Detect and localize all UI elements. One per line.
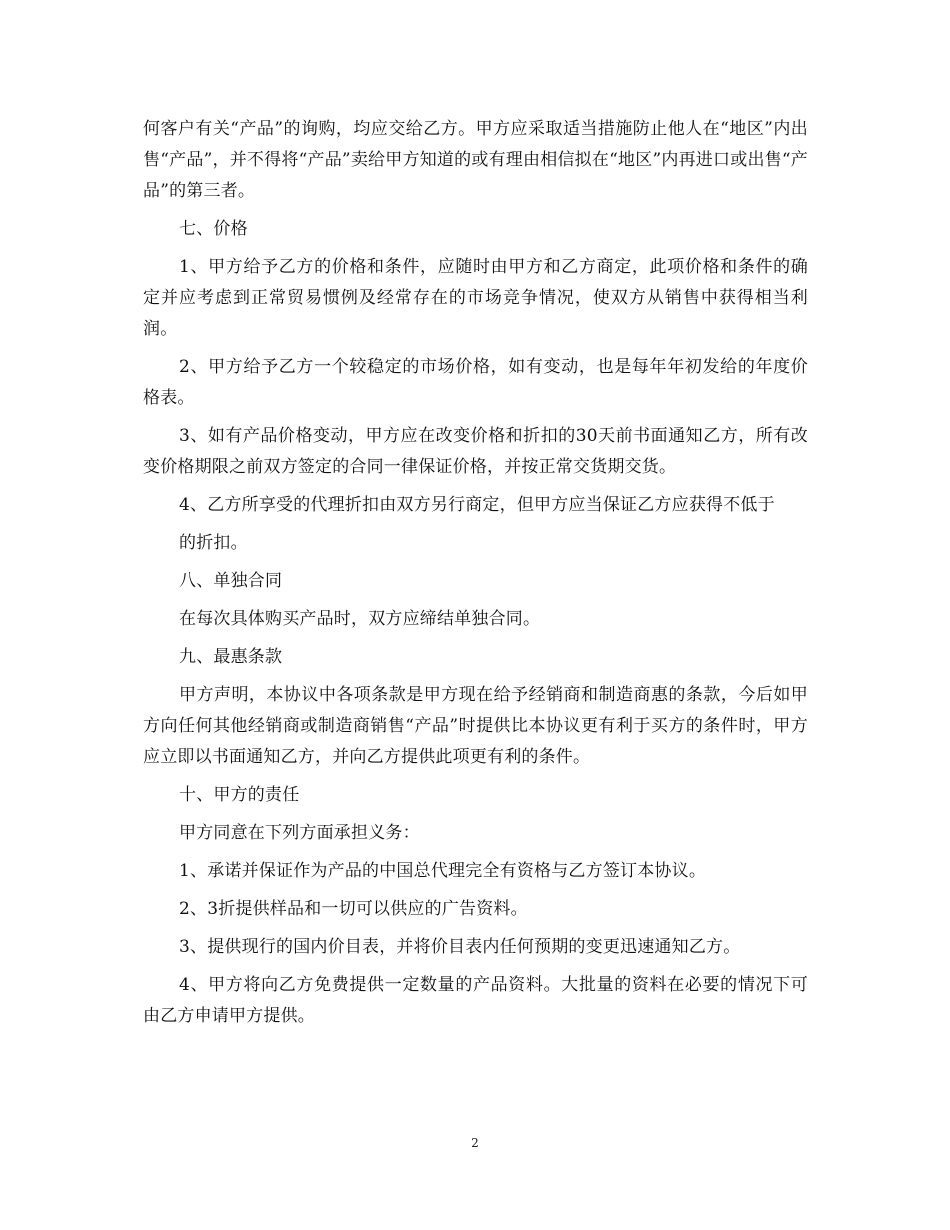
paragraph-price-4: 4、乙方所享受的代理折扣由双方另行商定，但甲方应当保证乙方应获得不低于 — [179, 495, 775, 515]
section-heading-mfn: 九、最惠条款 — [179, 647, 283, 667]
paragraph-price-1: 1、甲方给予乙方的价格和条件，应随时由甲方和乙方商定，此项价格和条件的确定并应考虑到正常贸易惯例及经常存在的市场竞争情况，使双方从销售中获得相当利润。 — [143, 257, 808, 339]
section-heading-obligations: 十、甲方的责任 — [179, 785, 300, 805]
paragraph-continuation: 何客户有关“产品”的询购，均应交给乙方。甲方应采取适当措施防止他人在“地区”内出售“产品”，并不得将“产品”卖给甲方知道的或有理由相信拟在“地区”内再进口或出售“产品”的第三者。 — [143, 119, 808, 201]
paragraph-price-4-cont: 的折扣。 — [179, 533, 248, 553]
section-heading-contract: 八、单独合同 — [179, 571, 283, 591]
paragraph-obligations-intro: 甲方同意在下列方面承担义务： — [179, 823, 420, 843]
page-number: 2 — [471, 1136, 479, 1150]
paragraph-price-2: 2、甲方给予乙方一个较稳定的市场价格，如有变动，也是每年年初发给的年度价格表。 — [143, 357, 808, 408]
paragraph-obligation-4: 4、甲方将向乙方免费提供一定数量的产品资料。大批量的资料在必要的情况下可由乙方申请甲方提供。 — [143, 975, 808, 1026]
paragraph-obligation-2: 2、3折提供样品和一切可以供应的广告资料。 — [179, 899, 528, 919]
paragraph-obligation-1: 1、承诺并保证作为产品的中国总代理完全有资格与乙方签订本协议。 — [179, 861, 707, 881]
paragraph-contract: 在每次具体购买产品时，双方应缔结单独合同。 — [179, 609, 541, 629]
paragraph-price-3: 3、如有产品价格变动，甲方应在改变价格和折扣的30天前书面通知乙方，所有改变价格期限之前双方签定的合同一律保证价格，并按正常交货期交货。 — [143, 426, 808, 477]
document-body — [143, 114, 808, 1039]
paragraph-mfn: 甲方声明，本协议中各项条款是甲方现在给予经销商和制造商惠的条款，今后如甲方向任何其他经销商或制造商销售“产品”时提供比本协议更有利于买方的条件时，甲方应立即以书面通知乙方，并向乙方提供此项更有利的条件。 — [143, 685, 808, 767]
paragraph-obligation-3: 3、提供现行的国内价目表，并将价目表内任何预期的变更迅速通知乙方。 — [179, 937, 741, 957]
section-heading-price: 七、价格 — [179, 219, 248, 239]
